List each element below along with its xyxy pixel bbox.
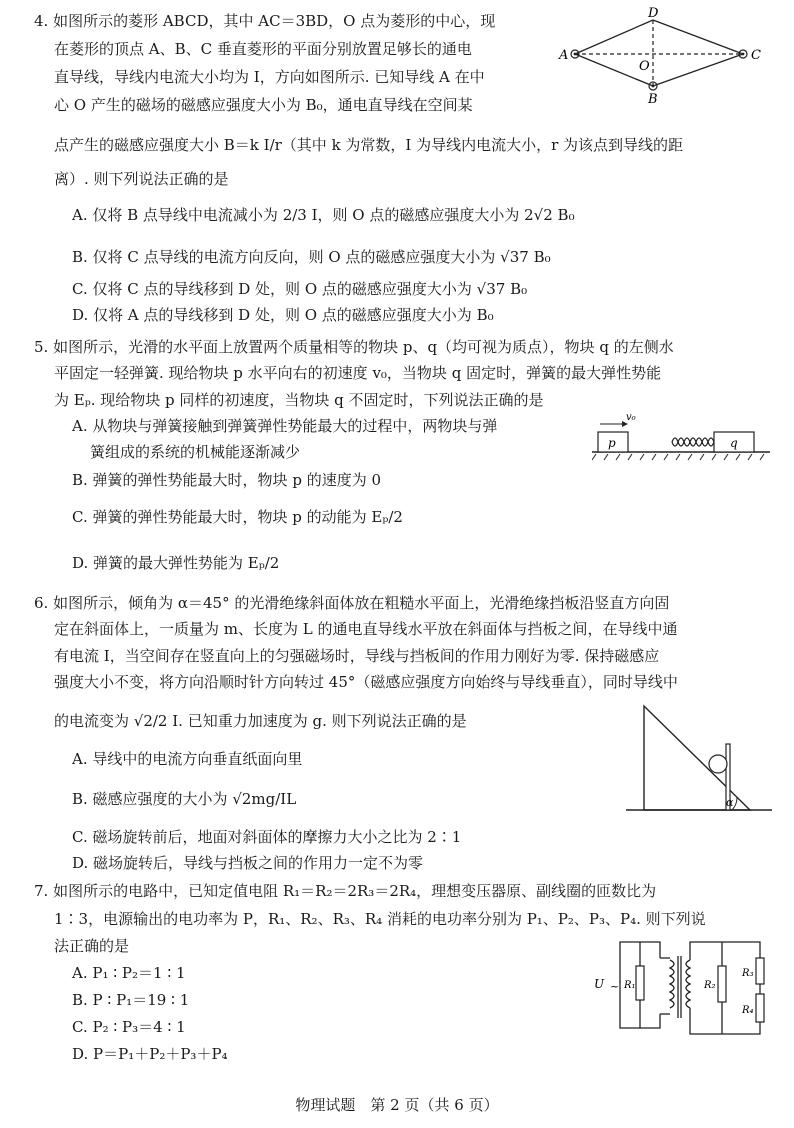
q4-option-b: B. 仅将 C 点导线的电流方向反向，则 O 点的磁感应强度大小为 √37 B₀ (72, 248, 551, 266)
q6-line-3: 有电流 I，当空间存在竖直向上的匀强磁场时，导线与挡板间的作用力刚好为零. 保持磁感应 (54, 647, 660, 665)
q6-option-d: D. 磁场旋转后，导线与挡板之间的作用力一定不为零 (72, 854, 424, 872)
label-d: D (648, 6, 659, 21)
q6-line-4: 强度大小不变，将方向沿顺时针方向转过 45°（磁感应强度方向始终与导线垂直），同时导线中 (54, 673, 678, 691)
secondary-coil-icon (686, 960, 690, 1008)
spring-blocks-figure (592, 408, 782, 468)
q7-line-3: 法正确的是 (54, 937, 130, 955)
q5-line-2: 平固定一轻弹簧. 现给物块 p 水平向右的初速度 v₀，当物块 q 固定时，弹簧的最大弹性势能 (54, 364, 662, 382)
q7-option-a: A. P₁ ∶ P₂＝1 ∶ 1 (72, 964, 186, 982)
incline-body (644, 706, 750, 810)
q6-option-c: C. 磁场旋转前后，地面对斜面体的摩擦力大小之比为 2∶1 (72, 828, 462, 846)
q5-option-c: C. 弹簧的弹性势能最大时，物块 p 的动能为 Eₚ/2 (72, 508, 403, 526)
q5-option-a-cont: 簧组成的系统的机械能逐渐减少 (90, 443, 301, 461)
q5-option-a: A. 从物块与弹簧接触到弹簧弹性势能最大的过程中，两物块与弹 (72, 417, 498, 435)
q4-line-3: 直导线，导线内电流大小均为 I，方向如图所示. 已知导线 A 在中 (54, 68, 485, 86)
resistor-r4 (756, 994, 764, 1022)
primary-coil-icon (670, 960, 674, 1008)
velocity-label: v₀ (626, 412, 636, 423)
q5-line-3: 为 Eₚ. 现给物块 p 同样的初速度，当物块 q 不固定时，下列说法正确的是 (54, 391, 544, 409)
r3-label: R₃ (742, 968, 754, 979)
q4-line-4: 心 O 产生的磁场的磁感应强度大小为 B₀，通电直导线在空间某 (54, 96, 473, 114)
resistor-r3 (756, 958, 764, 984)
q6-option-a: A. 导线中的电流方向垂直纸面向里 (72, 750, 303, 768)
circuit-figure (590, 938, 780, 1044)
r4-label: R₄ (742, 1005, 754, 1016)
label-o: O (639, 59, 650, 74)
label-a: A (559, 48, 569, 63)
q7-option-c: C. P₂ ∶ P₃＝4 ∶ 1 (72, 1018, 186, 1036)
resistor-r2 (718, 966, 726, 1002)
q4-line-1: 4. 如图所示的菱形 ABCD，其中 AC＝3BD，O 点为菱形的中心，现 (34, 12, 496, 30)
label-c: C (751, 48, 761, 63)
q6-option-b: B. 磁感应强度的大小为 √2mg/IL (72, 790, 297, 808)
ac-source-icon: ~ (610, 980, 620, 993)
block-p-label: p (608, 436, 616, 450)
q6-line-5: 的电流变为 √2/2 I. 已知重力加速度为 g. 则下列说法正确的是 (54, 712, 467, 730)
page-footer: 物理试题 第 2 页（共 6 页） (295, 1096, 499, 1114)
q5-line-1: 5. 如图所示，光滑的水平面上放置两个质量相等的物块 p、q（均可视为质点），物块 q 的左侧水 (34, 338, 674, 356)
q7-line-1: 7. 如图所示的电路中，已知定值电阻 R₁＝R₂＝2R₃＝2R₄，理想变压器原、副线圈的匝数比为 (34, 882, 657, 900)
angle-label: α (726, 796, 734, 809)
label-b: B (648, 92, 658, 106)
q5-option-b: B. 弹簧的弹性势能最大时，物块 p 的速度为 0 (72, 471, 382, 489)
q7-option-d: D. P＝P₁＋P₂＋P₃＋P₄ (72, 1045, 228, 1063)
block-q-label: q (730, 436, 738, 450)
q4-option-d: D. 仅将 A 点的导线移到 D 处，则 O 点的磁感应强度大小为 B₀ (72, 306, 494, 324)
q7-option-b: B. P ∶ P₁＝19 ∶ 1 (72, 991, 190, 1009)
q4-option-c: C. 仅将 C 点的导线移到 D 处，则 O 点的磁感应强度大小为 √37 B₀ (72, 280, 528, 298)
q7-line-2: 1∶3，电源输出的电功率为 P，R₁、R₂、R₃、R₄ 消耗的电功率分别为 P₁、P₂、P₃、P₄. 则下列说 (54, 910, 706, 928)
r2-label: R₂ (704, 980, 716, 991)
incline-figure (626, 700, 776, 818)
q6-line-2: 定在斜面体上，一质量为 m、长度为 L 的通电直导线水平放在斜面体与挡板之间，在导线中通 (54, 620, 678, 638)
q4-line-2: 在菱形的顶点 A、B、C 垂直菱形的平面分别放置足够长的通电 (54, 40, 472, 58)
q6-line-1: 6. 如图所示，倾角为 α＝45° 的光滑绝缘斜面体放在粗糙水平面上，光滑绝缘挡板沿竖直方向固 (34, 594, 670, 612)
rhombus-figure (555, 6, 775, 106)
resistor-r1 (636, 966, 644, 1000)
q4-line-6: 离）. 则下列说法正确的是 (54, 170, 229, 188)
q4-line-5: 点产生的磁感应强度大小 B＝k I/r（其中 k 为常数，I 为导线内电流大小，r 为该点到导线的距 (54, 136, 684, 154)
q5-option-d: D. 弹簧的最大弹性势能为 Eₚ/2 (72, 554, 280, 572)
q4-option-a: A. 仅将 B 点导线中电流减小为 2/3 I，则 O 点的磁感应强度大小为 2√2 B₀ (72, 206, 575, 224)
source-label: U (594, 977, 605, 991)
r1-label: R₁ (624, 980, 636, 991)
wire-cross-section-icon (709, 755, 727, 773)
